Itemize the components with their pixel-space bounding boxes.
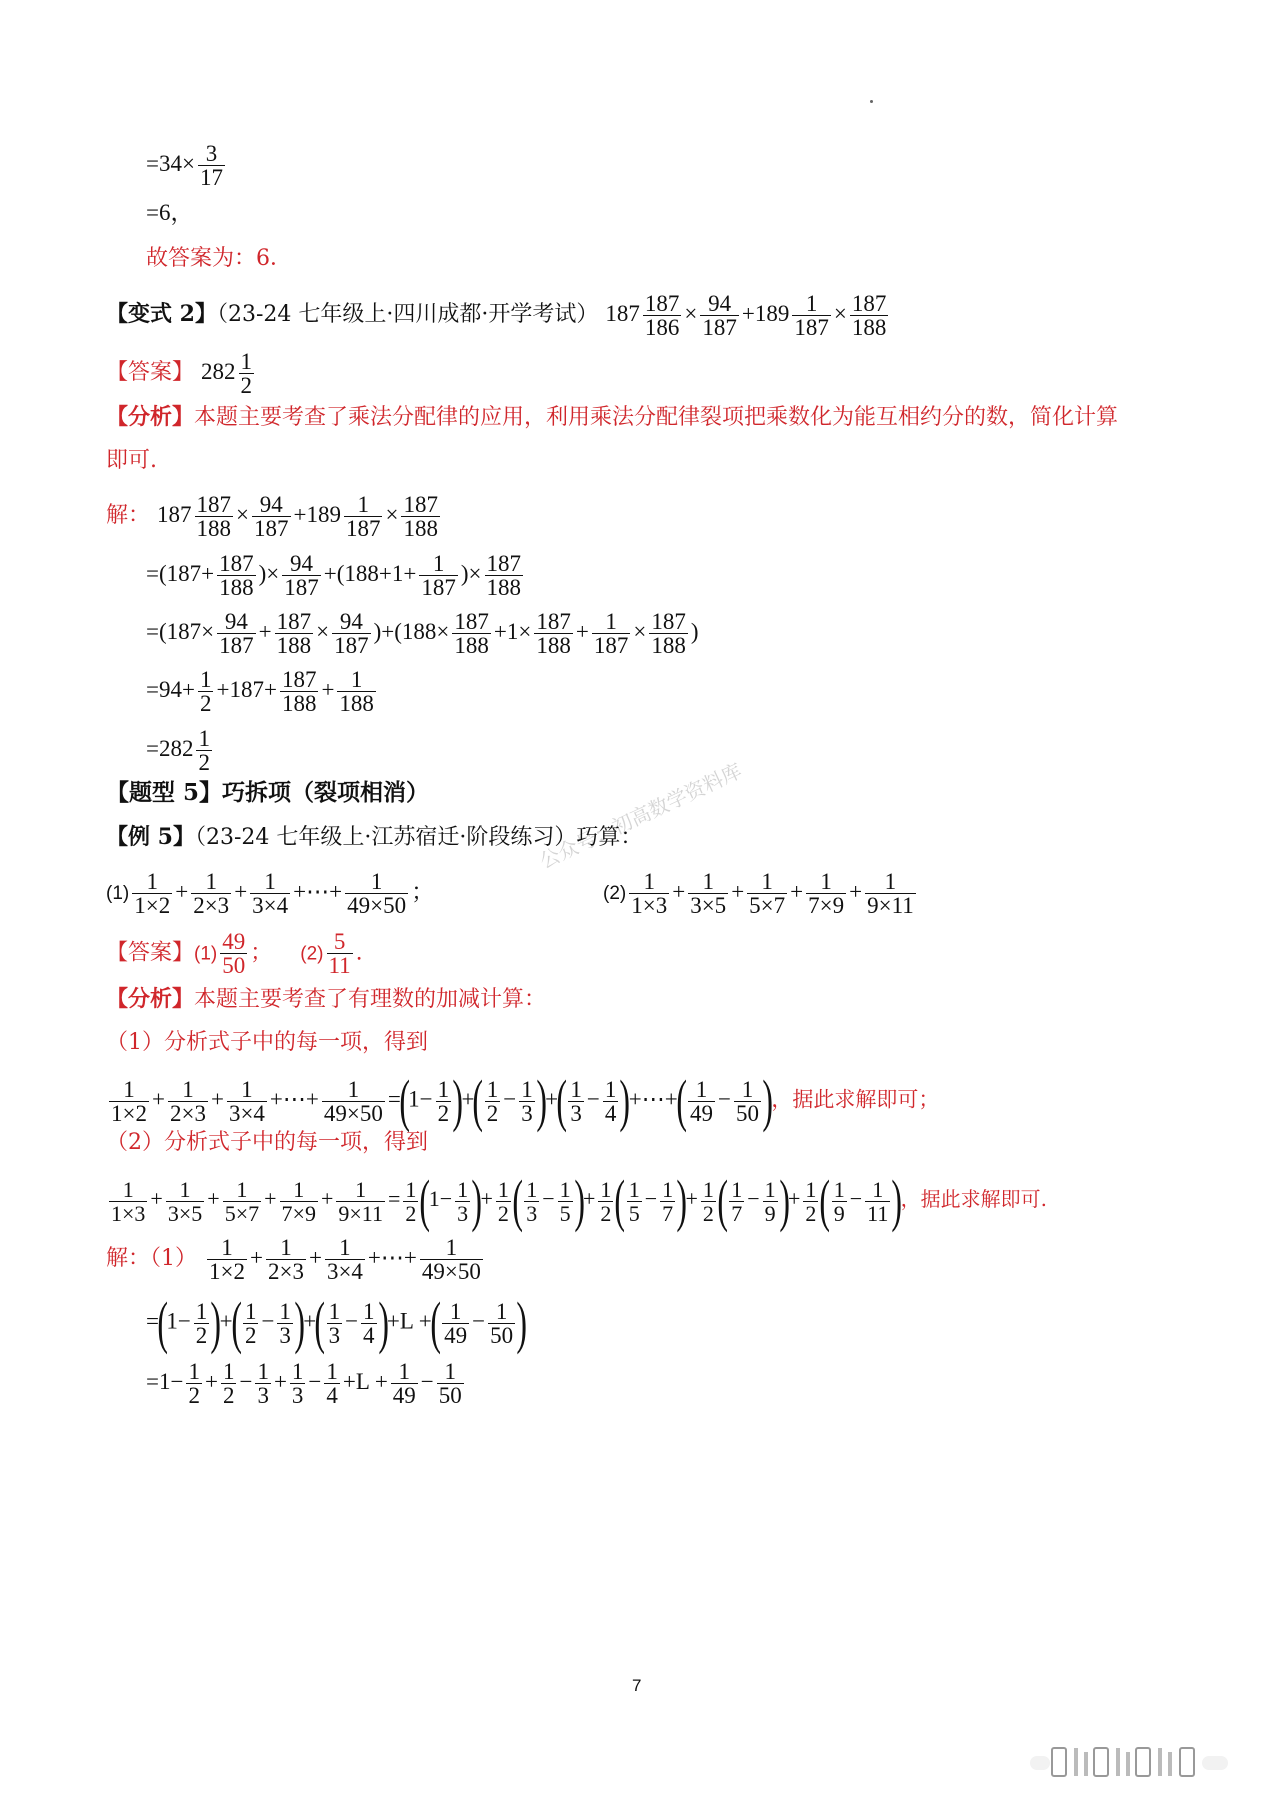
platform-logo-icon (1030, 1742, 1245, 1782)
step-line (146, 142, 228, 189)
question-2: (2) $\frac{1}{1\times 3}$ + $\frac{1}{3\times 5}$ + $\frac{1}{5\times 7}$ + $\frac{1}{7\times 9}$ + $\frac{1}{9\times 11}$ (603, 869, 914, 918)
solution5-line-2: =(1− $\frac{1}{2}$ )+( $\frac{1}{2}$ − $\frac{1}{3}$ )+( $\frac{1}{3}$ − $\frac{1}{4}$ )+L +( $\frac{1}{49}$ − $\frac{1}{50}$ ) (146, 1290, 528, 1355)
step-text: =6， (146, 200, 194, 225)
variant-tag: 【变式 2】 (106, 300, 217, 327)
section-heading: 【题型 5】巧拆项（裂项相消） (106, 779, 430, 806)
answer-tag: 【答案】 (106, 359, 195, 385)
analysis-line-2: 即可. (106, 448, 157, 473)
solution-line-2: =(187+ $\frac{187}{188}$ )× $\frac{94}{187}$ +(188+1+ $\frac{1}{187}$ )× $\frac{187}{188}$ (146, 551, 522, 600)
analysis-part-2: （2）分析式子中的每一项，得到 (106, 1130, 428, 1155)
page-number: 7 (632, 1676, 642, 1695)
variant-expression: 187 $\frac{187}{186}$ × $\frac{94}{187}$ +189 $\frac{1}{187}$ × $\frac{187}{188}$ (605, 291, 887, 340)
variant-answer: 【答案】 282 $\frac{1}{2}$ (106, 349, 253, 398)
solution-line-4: =94+ $\frac{1}{2}$ +187+ $\frac{187}{188}$ + $\frac{1}{188}$ (146, 667, 374, 716)
analysis-formula-1: $\frac{1}{1\times 2}$ + $\frac{1}{2\times 3}$ + $\frac{1}{3\times 4}$ +⋯+ $\frac{1}{49\times 50}$ =(1− $\frac{1}{2}$ )+( $\frac{1}{2}$ − $\frac{1}{3}$ )+( $\frac{1}{3}$ − $\frac{1}{4}$ )+⋯+( $\frac{1}{49}$ − $\frac{1}{50}$ )，据此求解即可； (111, 1068, 940, 1133)
stray-dot (870, 100, 873, 103)
example-problem: 【例 5】（23-24 七年级上·江苏宿迁·阶段练习）巧算： (106, 824, 643, 850)
watermark: 公众号：初高数学资料库 (535, 758, 746, 874)
step-text: =34× (146, 150, 195, 176)
solution-line-5: =282 $\frac{1}{2}$ (146, 726, 210, 775)
example-answer: 【答案】(1) $\frac{49}{50}$ ； (2) $\frac{5}{11}$ . (106, 929, 363, 978)
answer-line: 故答案为：6． (146, 246, 292, 271)
analysis-formula-2: $\frac{1}{1\times 3}$ + $\frac{1}{3\times 5}$ + $\frac{1}{5\times 7}$ + $\frac{1}{7\times 9}$ + $\frac{1}{9\times 11}$ = $\frac{1}{2}$ (1− $\frac{1}{3}$ )+ $\frac{1}{2}$ ( $\frac{1}{3}$ − $\frac{1}{5}$ )+ $\frac{1}{2}$ ( $\frac{1}{5}$ − $\frac{1}{7}$ )+ $\frac{1}{2}$ ( $\frac{1}{7}$ − $\frac{1}{9}$ )+ $\frac{1}{2}$ ( $\frac{1}{9}$ − $\frac{1}{11}$ )，据此求解即可. (111, 1168, 1048, 1233)
example-analysis: 【分析】本题主要考查了有理数的加减计算： (106, 986, 547, 1012)
solution5-line-3: =1− $\frac{1}{2}$ + $\frac{1}{2}$ − $\frac{1}{3}$ + $\frac{1}{3}$ − $\frac{1}{4}$ +L + $\frac{1}{49}$ − $\frac{1}{50}$ (146, 1359, 462, 1408)
step-line (146, 198, 193, 228)
variant-problem (106, 292, 891, 339)
analysis-line: 【分析】本题主要考查了乘法分配律的应用，利用乘法分配律裂项把乘数化为能互相约分的数，简化计算 (106, 404, 1119, 430)
solution5-line-1: 解：（1） $\frac{1}{1\times 2}$ + $\frac{1}{2\times 3}$ + $\frac{1}{3\times 4}$ +⋯+ $\frac{1}{49\times 50}$ (106, 1235, 481, 1284)
solution-line-3: =(187× $\frac{94}{187}$ + $\frac{187}{188}$ × $\frac{94}{187}$ )+(188× $\frac{187}{188}$ +1× $\frac{187}{188}$ + $\frac{1}{187}$ × $\frac{187}{188}$ ) (146, 609, 699, 658)
solution-line-1: 解： 187 $\frac{187}{188}$ × $\frac{94}{187}$ +189 $\frac{1}{187}$ × $\frac{187}{188}$ (106, 492, 438, 541)
question-1: (1) $\frac{1}{1\times 2}$ + $\frac{1}{2\times 3}$ + $\frac{1}{3\times 4}$ +⋯+ $\frac{1}{49\times 50}$ ； (106, 869, 435, 918)
fraction: $\frac{3}{17}$ (199, 141, 223, 190)
analysis-part-1: （1）分析式子中的每一项，得到 (106, 1030, 428, 1055)
variant-source: （23-24 七年级上·四川成都·开学考试） (216, 301, 599, 327)
